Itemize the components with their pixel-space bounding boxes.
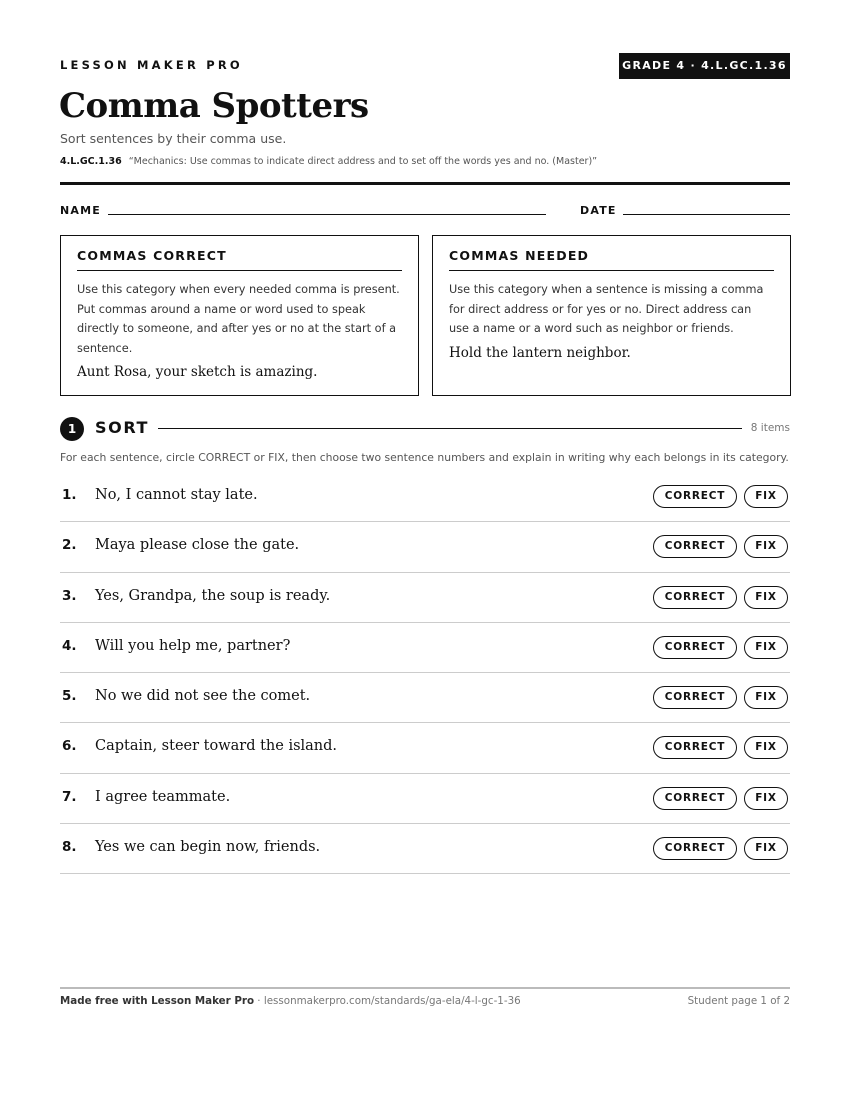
footer-made-with: Made free with Lesson Maker Pro [60, 995, 255, 1007]
item-sentence: I agree teammate. [95, 788, 231, 805]
correct-button[interactable]: CORRECT [653, 686, 737, 709]
date-field[interactable] [623, 214, 790, 215]
category-box-correct [60, 235, 419, 396]
correct-button[interactable]: CORRECT [653, 485, 737, 508]
section-divider [158, 428, 742, 429]
category-box-needed [432, 235, 791, 396]
category-description: Use this category when a sentence is missing a comma for direct address or for yes or no. Direct address can use a name or a word such as neighbor or friends. [449, 283, 764, 335]
category-title: COMMAS NEEDED [449, 248, 774, 271]
section-number-badge: 1 [60, 417, 84, 441]
page-subtitle: Sort sentences by their comma use. [60, 131, 287, 146]
item-number: 6. [62, 738, 77, 755]
correct-button[interactable]: CORRECT [653, 787, 737, 810]
correct-button[interactable]: CORRECT [653, 586, 737, 609]
grade-badge: GRADE 4 · 4.L.GC.1.36 [619, 53, 790, 79]
category-title: COMMAS CORRECT [77, 248, 402, 271]
fix-button[interactable]: FIX [744, 686, 788, 709]
fix-button[interactable]: FIX [744, 586, 788, 609]
footer-divider [60, 987, 790, 989]
footer-credit [60, 995, 521, 1007]
page-indicator: Student page 1 of 2 [687, 995, 790, 1007]
item-sentence: No, I cannot stay late. [95, 487, 258, 503]
item-number: 7. [62, 788, 77, 805]
name-label: NAME [60, 204, 101, 217]
correct-button[interactable]: CORRECT [653, 837, 737, 860]
brand-name: LESSON MAKER PRO [60, 58, 243, 72]
list-item [60, 522, 790, 572]
item-sentence: No we did not see the comet. [95, 688, 311, 705]
item-sentence: Captain, steer toward the island. [95, 738, 338, 755]
item-sentence: Maya please close the gate. [95, 537, 300, 554]
header-divider [60, 182, 790, 185]
list-item [60, 774, 790, 824]
list-item [60, 623, 790, 673]
sentence-list [60, 472, 790, 874]
name-field[interactable] [108, 214, 546, 215]
item-number: 4. [62, 637, 77, 654]
instructions: For each sentence, circle CORRECT or FIX, then choose two sentence numbers and explain in writing why each belongs in its category. [60, 451, 789, 464]
list-item [60, 824, 790, 874]
list-item [60, 472, 790, 522]
list-item [60, 573, 790, 623]
standard-code: 4.L.GC.1.36 [60, 156, 122, 167]
item-sentence: Yes, Grandpa, the soup is ready. [95, 587, 331, 604]
date-label: DATE [580, 204, 617, 217]
correct-button[interactable]: CORRECT [653, 736, 737, 759]
item-count: 8 items [750, 422, 790, 434]
item-number: 2. [62, 537, 77, 554]
fix-button[interactable]: FIX [744, 636, 788, 659]
category-example: Hold the lantern neighbor. [449, 344, 631, 361]
fix-button[interactable]: FIX [744, 787, 788, 810]
item-number: 1. [62, 487, 77, 503]
section-title: SORT [95, 418, 150, 437]
list-item [60, 723, 790, 773]
standard-line [60, 156, 597, 167]
correct-button[interactable]: CORRECT [653, 535, 737, 558]
correct-button[interactable]: CORRECT [653, 636, 737, 659]
fix-button[interactable]: FIX [744, 837, 788, 860]
fix-button[interactable]: FIX [744, 736, 788, 759]
item-sentence: Yes we can begin now, friends. [95, 839, 321, 856]
list-item [60, 673, 790, 723]
item-sentence: Will you help me, partner? [95, 637, 291, 654]
category-example: Aunt Rosa, your sketch is amazing. [77, 364, 318, 380]
item-number: 5. [62, 688, 77, 705]
standard-description: “Mechanics: Use commas to indicate direct address and to set off the words yes and no. (Master)” [128, 156, 598, 167]
category-description: Use this category when every needed comma is present. Put commas around a name or word used to speak directly to someone, and after yes or no at the start of a sentence. [77, 283, 400, 355]
footer-url[interactable]: · lessonmakerpro.com/standards/ga-ela/4-l-gc-1-36 [254, 995, 521, 1007]
fix-button[interactable]: FIX [744, 485, 788, 508]
page-title: Comma Spotters [59, 86, 369, 126]
item-number: 3. [62, 587, 77, 604]
fix-button[interactable]: FIX [744, 535, 788, 558]
item-number: 8. [62, 839, 77, 856]
